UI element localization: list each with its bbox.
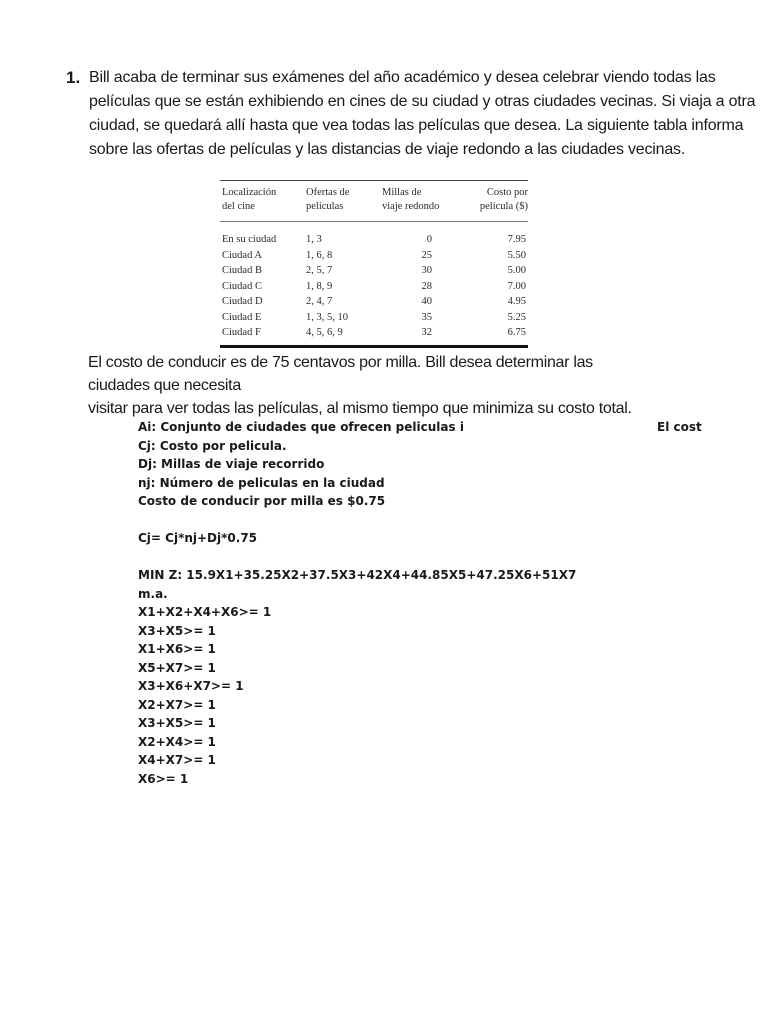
cell-cost: 7.95 <box>507 234 526 245</box>
cell-offers: 4, 5, 6, 9 <box>306 327 343 338</box>
problem-number: 1. <box>66 68 81 87</box>
cell-location: Ciudad E <box>222 311 262 323</box>
table-row <box>220 310 528 326</box>
constraint-line: X2+X4>= 1 <box>138 734 216 749</box>
table-top-rule <box>220 180 528 181</box>
cell-location: Ciudad D <box>222 296 263 307</box>
header-offers: Ofertas de películas <box>306 187 350 212</box>
cell-cost: 5.00 <box>507 265 526 276</box>
spacer <box>138 511 738 530</box>
problem-line: películas que se están exhibiendo en cines de su ciudad y otras ciudades vecinas. Si viaja a otra <box>89 93 756 110</box>
cell-offers: 1, 8, 9 <box>306 280 333 292</box>
cell-miles: 25 <box>421 249 432 261</box>
constraint-line: X1+X6>= 1 <box>138 642 216 656</box>
table-header-rule <box>220 221 528 222</box>
cell-miles: 35 <box>421 311 432 323</box>
cell-cost: 5.25 <box>507 311 526 323</box>
cell-cost: 5.50 <box>507 249 526 261</box>
cell-location: Ciudad F <box>222 327 261 338</box>
problem-line: Bill acaba de terminar sus exámenes del año académico y desea celebrar viendo todas las <box>89 69 716 86</box>
cell-offers: 1, 6, 8 <box>306 249 333 261</box>
cell-location: Ciudad A <box>222 249 262 261</box>
problem-text <box>89 66 756 162</box>
constraint-line: X6>= 1 <box>138 771 189 786</box>
constraint-line: X3+X5>= 1 <box>138 623 216 638</box>
table-row <box>220 294 528 310</box>
cell-offers: 1, 3 <box>306 234 322 245</box>
definition-line: Ai: Conjunto de ciudades que ofrecen peliculas i <box>138 420 464 434</box>
cell-location: Ciudad C <box>222 280 262 292</box>
header-location: Localización del cine <box>222 187 277 212</box>
cell-miles: 30 <box>421 265 432 276</box>
constraint-line: X5+X7>= 1 <box>138 660 216 675</box>
problem-line: ciudad, se quedará allí hasta que vea todas las películas que desea. La siguiente tabla informa <box>89 117 744 134</box>
definition-line: Costo de conducir por milla es $0.75 <box>138 494 386 508</box>
objective-function: MIN Z: 15.9X1+35.25X2+37.5X3+42X4+44.85X5+47.25X6+51X7 <box>138 568 577 582</box>
cell-cost: 4.95 <box>507 296 526 307</box>
cell-location: Ciudad B <box>222 265 262 276</box>
header-miles: Millas de viaje redondo <box>382 187 440 212</box>
table-row <box>220 279 528 295</box>
definition-line: Cj: Costo por pelicula. <box>138 438 287 453</box>
constraint-line: X3+X6+X7>= 1 <box>138 679 244 693</box>
constraint-line: X3+X5>= 1 <box>138 716 216 730</box>
cell-location: En su ciudad <box>222 234 277 245</box>
cell-miles: 40 <box>421 296 432 307</box>
cell-cost: 6.75 <box>507 327 526 338</box>
constraint-line: X4+X7>= 1 <box>138 753 216 767</box>
driving-cost-paragraph <box>88 351 648 420</box>
constraint-line: X2+X7>= 1 <box>138 697 216 712</box>
table-row <box>220 263 528 279</box>
subject-to-label: m.a. <box>138 586 168 601</box>
table-row <box>220 325 528 341</box>
cell-miles: 28 <box>421 280 432 292</box>
problem-line: sobre las ofertas de películas y las distancias de viaje redondo a las ciudades vecinas. <box>89 141 686 158</box>
table-row <box>220 232 528 248</box>
cell-offers: 2, 4, 7 <box>306 296 333 307</box>
cell-offers: 2, 5, 7 <box>306 265 333 276</box>
definition-line: nj: Número de peliculas en la ciudad <box>138 475 385 490</box>
definition-line: Dj: Millas de viaje recorrido <box>138 457 325 471</box>
paragraph-line: El costo de conducir es de 75 centavos por milla. Bill desea determinar las ciudades que necesita <box>88 354 593 394</box>
paragraph-line: visitar para ver todas las películas, al mismo tiempo que minimiza su costo total. <box>88 400 632 417</box>
table-row <box>220 248 528 264</box>
cell-offers: 1, 3, 5, 10 <box>306 311 348 323</box>
table-bottom-rule <box>220 345 528 348</box>
truncated-text: El cost <box>657 420 702 434</box>
model-notes <box>138 418 738 788</box>
spacer <box>138 548 738 567</box>
cell-cost: 7.00 <box>507 280 526 292</box>
cost-formula: Cj= Cj*nj+Dj*0.75 <box>138 531 258 545</box>
header-cost: Costo por película ($) <box>479 187 528 212</box>
cell-miles: 32 <box>421 327 432 338</box>
constraint-line: X1+X2+X4+X6>= 1 <box>138 605 272 619</box>
cell-miles: 0 <box>426 234 432 245</box>
table-body <box>220 232 528 341</box>
